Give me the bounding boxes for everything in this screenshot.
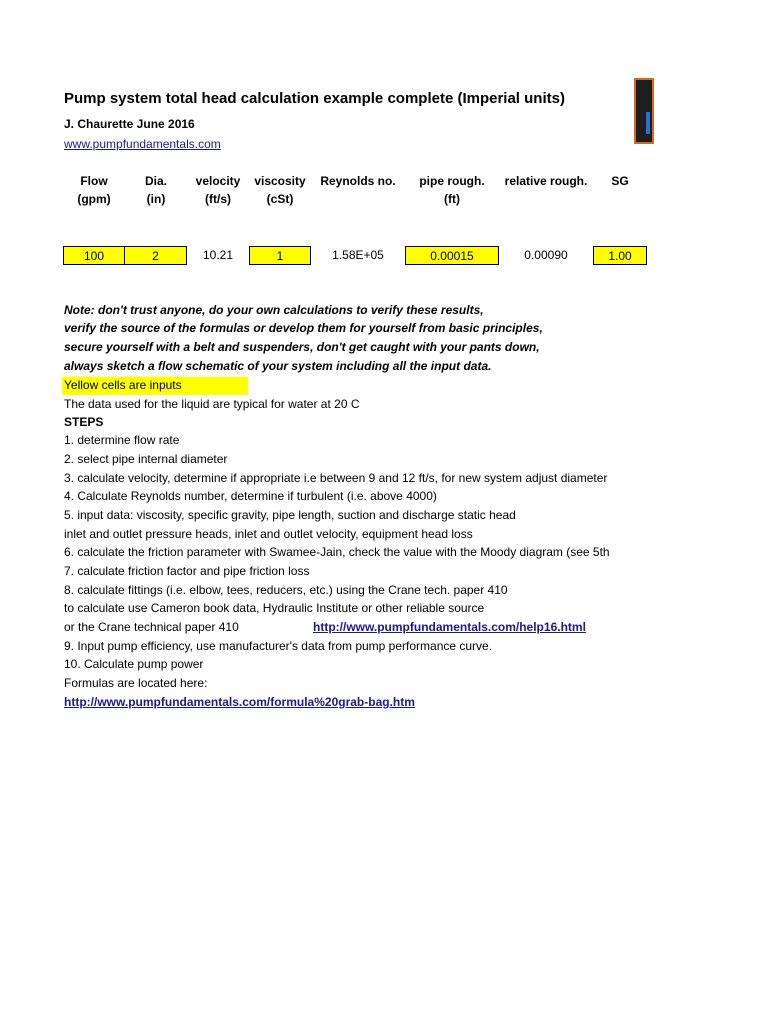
column-header-diameter: Dia. (in) xyxy=(144,174,167,206)
help16-link[interactable]: http://www.pumpfundamentals.com/help16.html xyxy=(313,620,586,634)
reynolds-value-cell: 1.58E+05 xyxy=(332,248,384,262)
note-line: verify the source of the formulas or develop them for yourself from basic principles, xyxy=(64,321,543,335)
column-header-reynolds: Reynolds no. xyxy=(320,174,396,188)
step-line: to calculate use Cameron book data, Hydraulic Institute or other reliable source xyxy=(64,601,485,615)
sg-input-cell[interactable]: 1.00 xyxy=(593,246,647,265)
author-line: J. Chaurette June 2016 xyxy=(64,117,195,131)
column-header-pipe-roughness: pipe rough. (ft) xyxy=(419,174,485,206)
step-line: 6. calculate the friction parameter with Swamee-Jain, check the value with the Moody diagram (see 5th xyxy=(64,545,610,559)
flow-input-cell[interactable]: 100 xyxy=(63,246,125,265)
step-line: 9. Input pump efficiency, use manufacturer's data from pump performance curve. xyxy=(64,639,493,653)
step-line: 8. calculate fittings (i.e. elbow, tees, reducers, etc.) using the Crane tech. paper 410 xyxy=(64,583,508,597)
page-title: Pump system total head calculation example complete (Imperial units) xyxy=(64,90,565,107)
column-header-flow: Flow (gpm) xyxy=(77,174,111,206)
step-line: Formulas are located here: xyxy=(64,676,208,690)
formula-link[interactable]: http://www.pumpfundamentals.com/formula%20grab-bag.htm xyxy=(64,695,415,709)
note-line: always sketch a flow schematic of your system including all the input data. xyxy=(64,359,492,373)
step-line: 5. input data: viscosity, specific gravity, pipe length, suction and discharge static head xyxy=(64,508,516,522)
column-header-velocity: velocity (ft/s) xyxy=(195,174,241,206)
note-line: Note: don't trust anyone, do your own calculations to verify these results, xyxy=(64,303,484,317)
liquid-note: The data used for the liquid are typical for water at 20 C xyxy=(64,397,360,411)
step-line: 3. calculate velocity, determine if appropriate i.e between 9 and 12 ft/s, for new system adjust diameter xyxy=(64,471,608,485)
column-header-relative-roughness: relative rough. xyxy=(504,174,588,188)
pipe-roughness-input-cell[interactable]: 0.00015 xyxy=(405,246,499,265)
step-line: 10. Calculate pump power xyxy=(64,657,204,671)
viscosity-input-cell[interactable]: 1 xyxy=(249,246,311,265)
step-line: inlet and outlet pressure heads, inlet and outlet velocity, equipment head loss xyxy=(64,527,473,541)
step-line: or the Crane technical paper 410 xyxy=(64,620,239,634)
column-header-sg: SG xyxy=(611,174,629,188)
note-line: secure yourself with a belt and suspenders, don't get caught with your pants down, xyxy=(64,340,540,354)
column-header-viscosity: viscosity (cSt) xyxy=(254,174,306,206)
relative-roughness-value-cell: 0.00090 xyxy=(524,248,568,262)
steps-heading: STEPS xyxy=(64,415,104,429)
website-link[interactable]: www.pumpfundamentals.com xyxy=(64,137,221,151)
step-line: 7. calculate friction factor and pipe friction loss xyxy=(64,564,310,578)
embedded-object-thumbnail xyxy=(634,78,654,144)
velocity-value-cell: 10.21 xyxy=(202,248,234,262)
step-line: 1. determine flow rate xyxy=(64,433,180,447)
step-line: 4. Calculate Reynolds number, determine if turbulent (i.e. above 4000) xyxy=(64,489,437,503)
diameter-input-cell[interactable]: 2 xyxy=(124,246,187,265)
step-line: 2. select pipe internal diameter xyxy=(64,452,228,466)
input-legend-label: Yellow cells are inputs xyxy=(64,378,182,392)
